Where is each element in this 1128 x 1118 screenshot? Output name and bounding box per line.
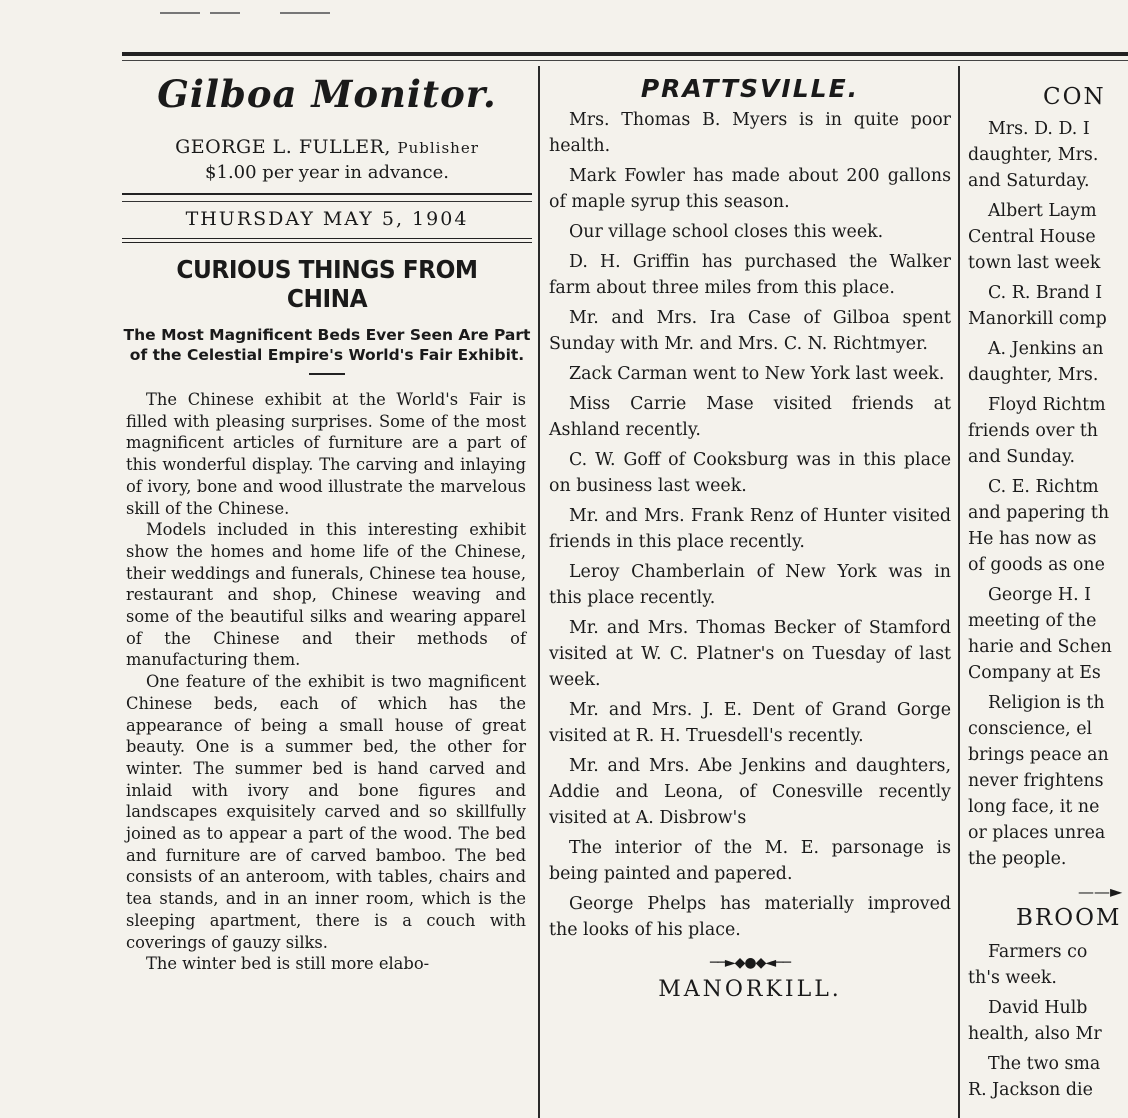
date-rule <box>122 238 532 243</box>
news-item: Mark Fowler has made about 200 gallons of maple syrup this season. <box>549 166 951 212</box>
subscription-price: $1.00 per year in advance. <box>205 162 449 183</box>
section-title-prattsville: PRATTSVILLE. <box>640 74 860 103</box>
column-divider-2 <box>958 66 960 1118</box>
section-title-con: CON <box>1043 84 1106 110</box>
news-item: The interior of the M. E. parsonage is being painted and papered. <box>549 838 951 884</box>
news-item: The two sma R. Jackson die <box>968 1054 1101 1100</box>
news-item: Floyd Richtm friends over th and Sunday. <box>968 395 1106 467</box>
column-3 <box>968 66 1128 1118</box>
publisher-line <box>122 136 532 158</box>
masthead-title: Gilboa Monitor. <box>157 72 497 116</box>
article-subhead: The Most Magnificent Beds Ever Seen Are Part of the Celestial Empire's World's Fair Exhibit. <box>123 326 531 364</box>
news-item: C. W. Goff of Cooksburg was in this place on business last week. <box>549 450 951 496</box>
issue-date: THURSDAY MAY 5, 1904 <box>185 208 469 230</box>
top-rule-thin <box>122 60 1128 61</box>
section-title-manorkill: MANORKILL. <box>658 977 842 1002</box>
section-title-broom: BROOM <box>1016 905 1122 931</box>
news-item: Miss Carrie Mase visited friends at Ashland recently. <box>549 394 951 440</box>
news-item: Farmers co th's week. <box>968 942 1088 988</box>
news-item: Zack Carman went to New York last week. <box>569 364 945 384</box>
article-paragraph: The Chinese exhibit at the World's Fair is filled with pleasing surprises. Some of the most magnificent articles of furniture are a part of this wonderful display. The carving and inlaying of ivory, bone and wood illustrate the marvelous skill of the Chinese. <box>126 390 526 518</box>
news-item: Mr. and Mrs. J. E. Dent of Grand Gorge visited at R. H. Truesdell's recently. <box>549 700 951 746</box>
news-item: Mr. and Mrs. Ira Case of Gilboa spent Sunday with Mr. and Mrs. C. N. Richtmyer. <box>549 308 951 354</box>
col3-items-2 <box>968 939 1128 1103</box>
prattsville-items <box>547 107 953 943</box>
top-rule <box>122 52 1128 56</box>
publisher-name: GEORGE L. FULLER, <box>175 136 391 158</box>
top-smudge <box>160 6 330 20</box>
news-item: Mrs. D. D. I daughter, Mrs. and Saturday. <box>968 119 1099 191</box>
article-paragraph: The winter bed is still more elabo- <box>146 954 430 974</box>
news-item: D. H. Griffin has purchased the Walker farm about three miles from this place. <box>549 252 951 298</box>
news-item: Our village school closes this week. <box>569 222 884 242</box>
publisher-label: Publisher <box>397 139 479 157</box>
news-item: C. E. Richtm and papering th He has now as of goods as one <box>968 477 1110 575</box>
masthead-rule <box>122 193 532 202</box>
article-paragraph: One feature of the exhibit is two magnificent Chinese beds, each of which has the appearance of being a small house of great beauty. One is a summer bed, the other for winter. The summer bed is hand carved and inlaid with ivory and bone figures and landscapes exquisitely carved and so skillfully joined as to appear a part of the wood. The bed and furniture are of carved bamboo. The bed consists of an anteroom, with tables, chairs and tea stands, and in an inner room, which is the sleeping apartment, there is a couch with coverings of gauzy silks. <box>126 672 526 952</box>
news-item: Mr. and Mrs. Abe Jenkins and daughters, Addie and Leona, of Conesville recently visited at A. Disbrow's <box>549 756 951 828</box>
article-body <box>122 389 532 975</box>
news-item: Albert Laym Central House town last week <box>968 201 1101 273</box>
section-ornament: ──►◆●◆◄── <box>710 955 790 971</box>
news-item: Leroy Chamberlain of New York was in this place recently. <box>549 562 951 608</box>
column-divider-1 <box>538 66 540 1118</box>
news-item: Mr. and Mrs. Thomas Becker of Stamford visited at W. C. Platner's on Tuesday of last week. <box>549 618 951 690</box>
column-1 <box>122 66 532 1118</box>
news-item: David Hulb health, also Mr <box>968 998 1102 1044</box>
article-paragraph: Models included in this interesting exhibit show the homes and home life of the Chinese, their weddings and funerals, Chinese tea house, restaurant and shop, Chinese weaving and some of the beautiful silks and wearing apparel of the Chinese and their methods of manufacturing them. <box>126 520 526 670</box>
col3-items <box>968 116 1128 872</box>
news-item: Religion is th conscience, el brings peace an never frightens long face, it ne or places unrea the people. <box>968 693 1109 869</box>
news-item: A. Jenkins an daughter, Mrs. <box>968 339 1104 385</box>
news-item: George H. I meeting of the harie and Schen Company at Es <box>968 585 1112 683</box>
news-item: George Phelps has materially improved the looks of his place. <box>549 894 951 940</box>
news-item: Mrs. Thomas B. Myers is in quite poor health. <box>549 110 951 156</box>
news-item: C. R. Brand I Manorkill comp <box>968 283 1107 329</box>
news-item: Mr. and Mrs. Frank Renz of Hunter visited friends in this place recently. <box>549 506 951 552</box>
article-headline: CURIOUS THINGS FROM CHINA <box>176 255 478 313</box>
column-2 <box>547 66 953 1118</box>
arrow-ornament: ——► <box>1078 882 1123 901</box>
subhead-dash <box>309 373 345 375</box>
